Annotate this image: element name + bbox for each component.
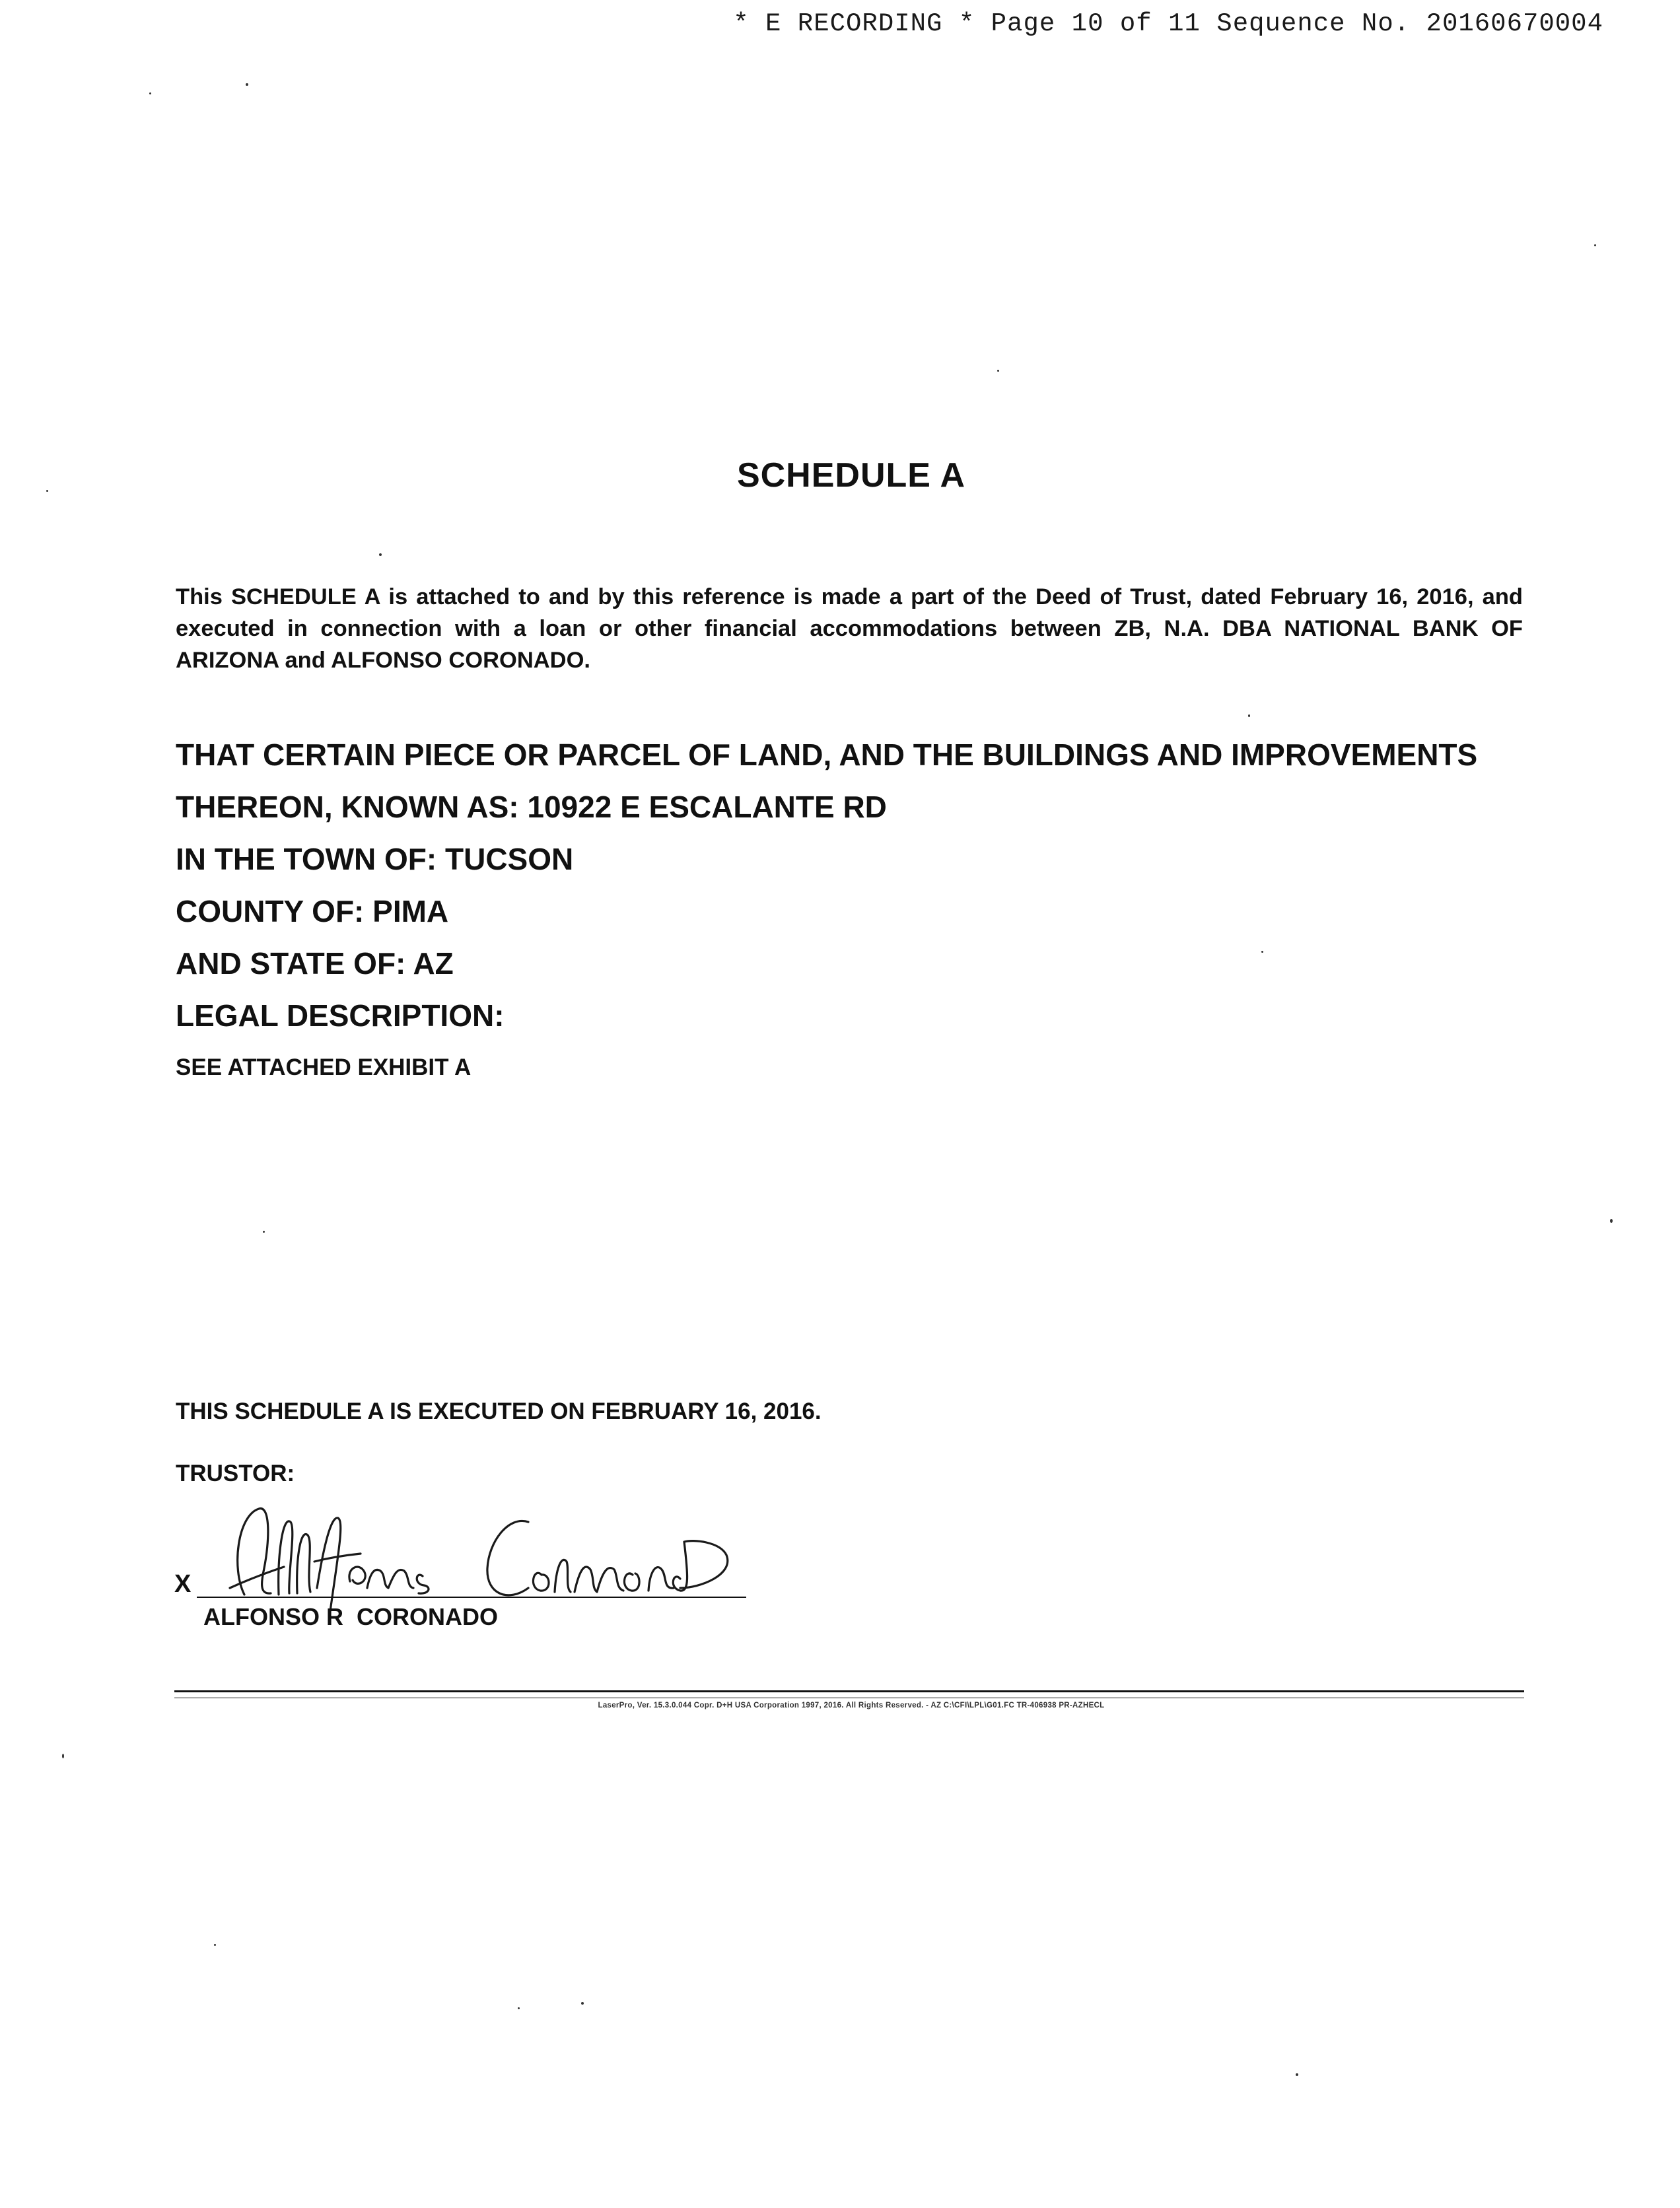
scan-speck [62,1754,64,1758]
recording-stamp: * E RECORDING * Page 10 of 11 Sequence No. 20160670004 [733,9,1603,38]
scan-speck [581,2002,584,2005]
handwritten-signature [218,1489,746,1621]
scan-speck [46,490,48,492]
footer-software-line: LaserPro, Ver. 15.3.0.044 Copr. D+H USA Corporation 1997, 2016. All Rights Reserved. - AZ C:\CFI\LPL\G01.FC TR-406938 PR-AZHECL [598,1702,1105,1709]
property-line-legal: LEGAL DESCRIPTION: [176,998,505,1033]
execution-statement: THIS SCHEDULE A IS EXECUTED ON FEBRUARY 16, 2016. [176,1398,822,1424]
page-title: SCHEDULE A [736,456,966,495]
property-line-2: THEREON, KNOWN AS: 10922 E ESCALANTE RD [176,790,887,824]
scan-speck [1261,951,1263,953]
scan-speck [997,370,999,372]
scan-speck [214,1944,216,1946]
scan-speck [1296,2073,1298,2076]
scan-speck [1594,244,1596,246]
signature-mark: X [174,1570,192,1598]
property-line-town: IN THE TOWN OF: TUCSON [176,842,574,876]
scan-speck [149,92,151,94]
trustor-label: TRUSTOR: [176,1461,295,1486]
intro-paragraph: This SCHEDULE A is attached to and by this reference is made a part of the Deed of Trust, dated February 16, 2016, and executed in connection with a loan or other financial accommodations between ZB, N.A. DBA NATIONAL BANK OF ARIZONA and ALFONSO CORONADO. [176,584,1523,673]
scan-speck [263,1231,265,1233]
scan-speck [518,2007,520,2009]
property-line-1: THAT CERTAIN PIECE OR PARCEL OF LAND, AND THE BUILDINGS AND IMPROVEMENTS [176,738,1478,772]
property-line-county: COUNTY OF: PIMA [176,894,449,928]
property-line-state: AND STATE OF: AZ [176,946,454,981]
scan-speck [1610,1219,1613,1223]
signature-line [197,1597,746,1598]
exhibit-note: SEE ATTACHED EXHIBIT A [176,1054,472,1080]
scan-speck [379,553,382,556]
footer-rule-thick [174,1690,1524,1692]
scan-speck [1248,714,1250,717]
scan-speck [246,83,248,86]
signer-name: ALFONSO R CORONADO [203,1603,498,1630]
